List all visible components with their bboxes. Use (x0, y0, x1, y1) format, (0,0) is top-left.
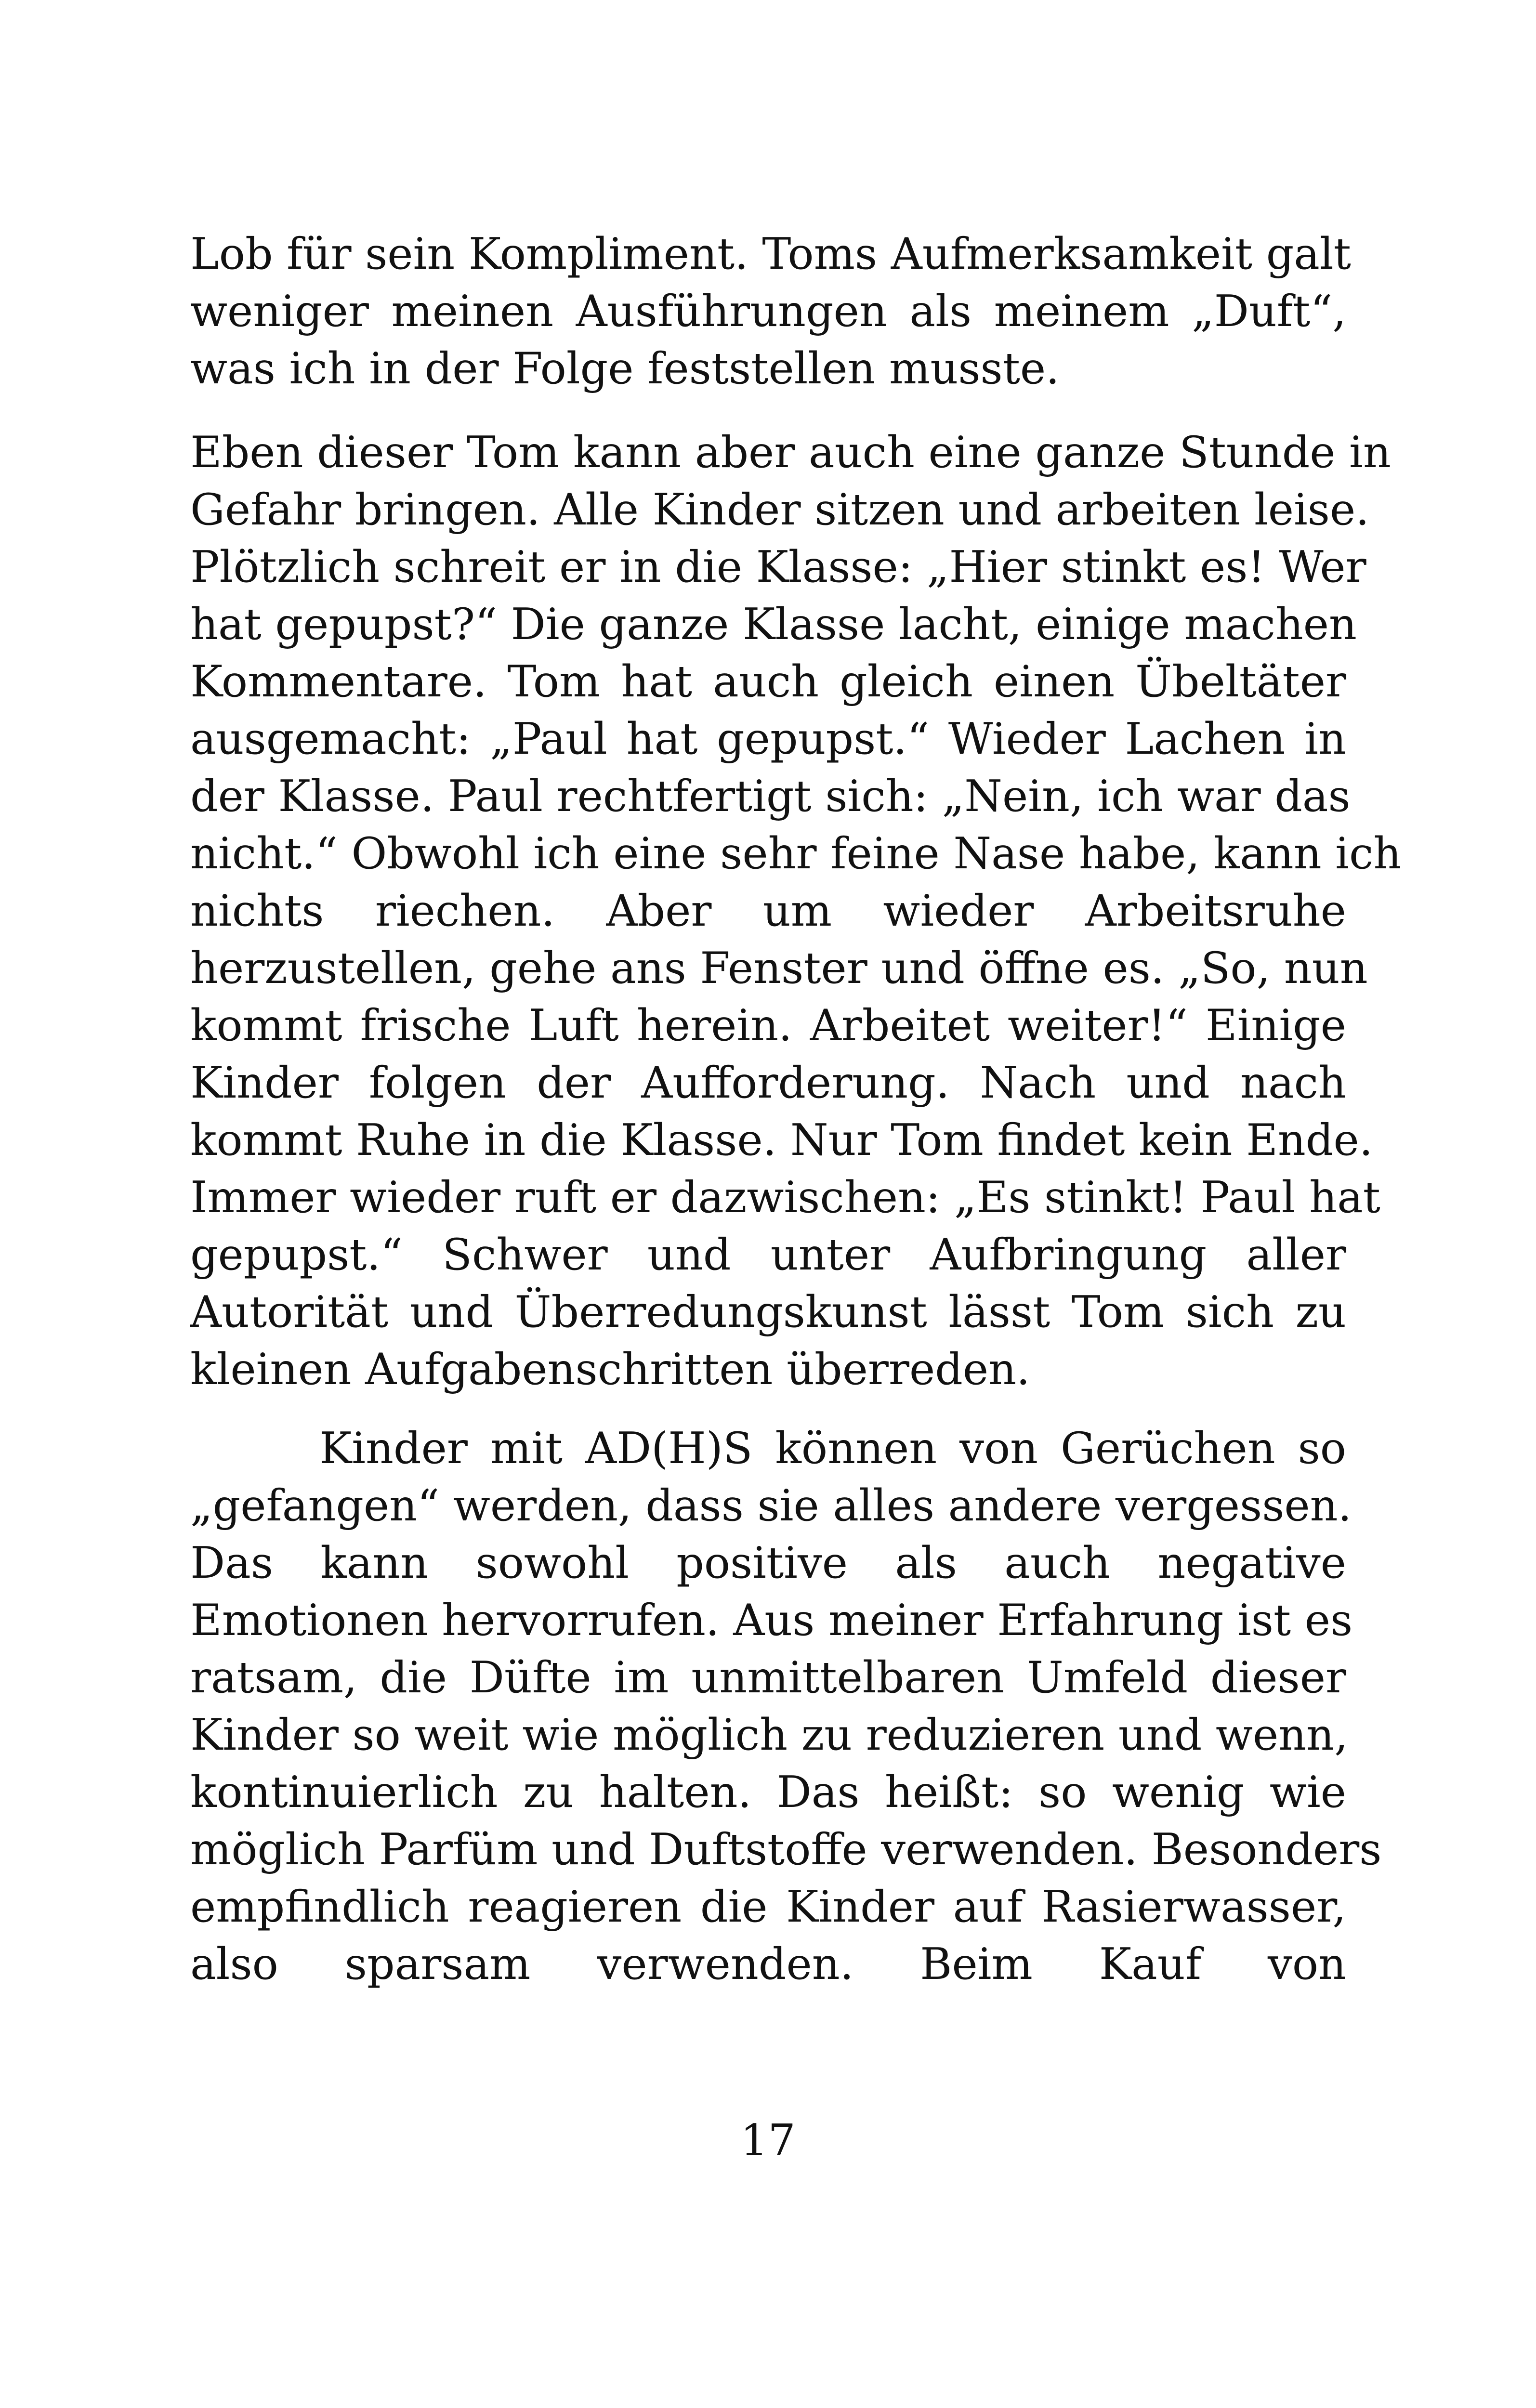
text-line: Lob für sein Kompliment. Toms Aufmerksamkeit galt (190, 229, 1351, 279)
paragraph-1 (190, 225, 1351, 397)
text-line: möglich Parfüm und Duftstoffe verwenden. Besonders (190, 1824, 1382, 1875)
text-line: „gefangen“ werden, dass sie alles andere vergessen. (190, 1480, 1352, 1531)
text-line: ausgemacht: „Paul hat gepupst.“ Wieder Lachen in (190, 714, 1346, 764)
text-line: Gefahr bringen. Alle Kinder sitzen und arbeiten leise. (190, 484, 1369, 535)
paragraph-3 (190, 1420, 1382, 1993)
text-line: der Klasse. Paul rechtfertigt sich: „Nein, ich war das (190, 771, 1351, 822)
text-line: Emotionen hervorrufen. Aus meiner Erfahrung ist es (190, 1595, 1353, 1646)
text-line: Immer wieder ruft er dazwischen: „Es stinkt! Paul hat (190, 1172, 1380, 1223)
text-line: nicht.“ Obwohl ich eine sehr feine Nase habe, kann ich (190, 828, 1402, 879)
text-line: Kommentare. Tom hat auch gleich einen Übeltäter (190, 656, 1346, 707)
text-line: gepupst.“ Schwer und unter Aufbringung aller (190, 1230, 1346, 1280)
text-line: was ich in der Folge feststellen musste. (190, 343, 1060, 394)
text-line: Kinder mit AD(H)S können von Gerüchen so (319, 1423, 1346, 1474)
text-line: nichts riechen. Aber um wieder Arbeitsruhe (190, 886, 1346, 936)
text-line: hat gepupst?“ Die ganze Klasse lacht, einige machen (190, 599, 1357, 650)
text-line: ratsam, die Düfte im unmittelbaren Umfeld dieser (190, 1652, 1346, 1703)
text-line: Kinder folgen der Aufforderung. Nach und nach (190, 1058, 1346, 1108)
text-line: kommt frische Luft herein. Arbeitet weiter!“ Einige (190, 1000, 1346, 1051)
paragraph-2 (190, 424, 1402, 1398)
text-line: weniger meinen Ausführungen als meinem „Duft“, (190, 286, 1346, 337)
text-line: Das kann sowohl positive als auch negative (190, 1538, 1346, 1588)
text-line: kommt Ruhe in die Klasse. Nur Tom findet kein Ende. (190, 1115, 1373, 1165)
text-line: Autorität und Überredungskunst lässt Tom sich zu (190, 1287, 1346, 1337)
text-line: herzustellen, gehe ans Fenster und öffne es. „So, nun (190, 943, 1368, 994)
text-line: kleinen Aufgabenschritten überreden. (190, 1344, 1030, 1395)
text-line: empfindlich reagieren die Kinder auf Rasierwasser, (190, 1882, 1346, 1932)
page-number: 17 (740, 2115, 796, 2166)
text-line: Eben dieser Tom kann aber auch eine ganze Stunde in (190, 427, 1391, 478)
text-line: also sparsam verwenden. Beim Kauf von (190, 1939, 1346, 1989)
text-line: Kinder so weit wie möglich zu reduzieren und wenn, (190, 1710, 1348, 1760)
text-line: kontinuierlich zu halten. Das heißt: so wenig wie (190, 1767, 1346, 1818)
text-line: Plötzlich schreit er in die Klasse: „Hier stinkt es! Wer (190, 542, 1366, 592)
